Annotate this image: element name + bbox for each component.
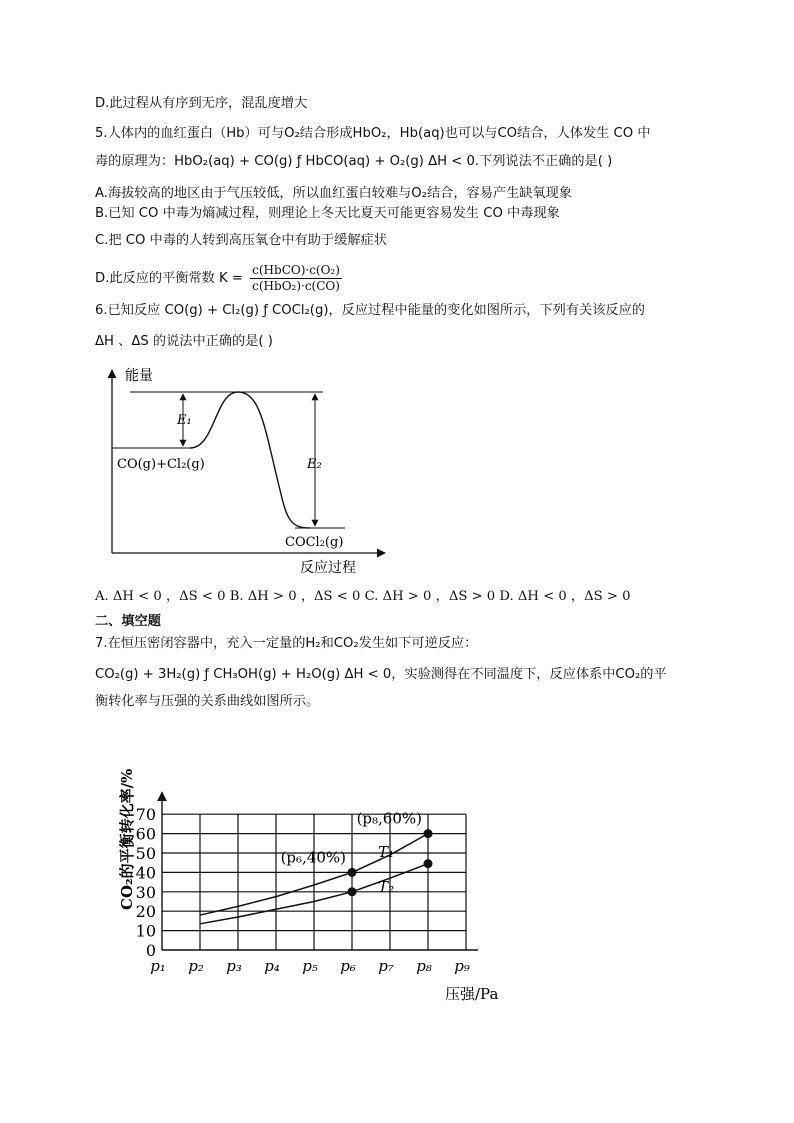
x-axis-title: 压强/Pa: [445, 985, 499, 1003]
y-tick-label: 50: [135, 844, 156, 863]
q4-option-d: D.此过程从有序到无序，混乱度增大: [95, 96, 308, 111]
energy-profile-diagram: [95, 360, 395, 580]
x-tick-label: p₈: [416, 957, 432, 975]
q7-stem-line1: 7.在恒压密闭容器中，充入一定量的H₂和CO₂发生如下可逆反应：: [95, 636, 478, 651]
x-tick-label: p₄: [264, 957, 280, 975]
x-tick-label: p₇: [378, 957, 394, 975]
q5-option-d-prefix: D.此反应的平衡常数 K =: [95, 271, 243, 286]
series-label: T₁: [378, 842, 395, 861]
e1-label: E₁: [177, 413, 192, 428]
e2-label: E₂: [307, 457, 322, 472]
y-tick-label: 60: [135, 824, 156, 844]
q5-option-b: B.已知 CO 中毒为熵减过程，则理论上冬天比夏天可能更容易发生 CO 中毒现象: [95, 206, 560, 221]
point-annotation: (p₆,40%): [280, 848, 346, 867]
x-tick-label: p₂: [188, 957, 204, 975]
x-tick-label: p₁: [150, 957, 166, 975]
co2-conversion-chart: [100, 720, 540, 1010]
q5-option-c: C.把 CO 中毒的人转到高压氧仓中有助于缓解症状: [95, 233, 387, 248]
energy-axis-label: 能量: [125, 368, 153, 384]
energy-curve: [190, 392, 310, 528]
reaction-progress-label: 反应过程: [300, 560, 356, 576]
q5-stem-line2: 毒的原理为：HbO₂(aq) + CO(g) ƒ HbCO(aq) + O₂(g) ΔH < 0.下列说法不正确的是( ): [95, 154, 613, 169]
q6-stem-line1: 6.已知反应 CO(g) + Cl₂(g) ƒ COCl₂(g)，反应过程中能量的变化如图所示，下列有关该反应的: [95, 303, 645, 318]
q5-option-a: A.海拔较高的地区由于气压较低，所以血红蛋白较难与O₂结合，容易产生缺氧现象: [95, 186, 573, 201]
y-tick-label: 40: [135, 863, 156, 883]
y-tick-label: 10: [135, 921, 156, 941]
x-tick-label: p₅: [302, 957, 318, 975]
fraction-denominator: c(HbO₂)·c(CO): [252, 278, 340, 293]
data-point: [348, 887, 357, 896]
y-tick-label: 30: [135, 882, 156, 902]
equilibrium-constant-fraction: [250, 263, 342, 294]
q5-stem-line1: 5.人体内的血红蛋白（Hb）可与O₂结合形成HbO₂，Hb(aq)也可以与CO结合，人体发生 CO 中: [95, 126, 651, 141]
q5-option-d: [95, 262, 342, 296]
x-tick-label: p₃: [226, 957, 242, 975]
x-tick-label: p₉: [454, 957, 470, 975]
product-label: COCl₂(g): [285, 535, 344, 550]
x-tick-label: p₆: [340, 957, 356, 975]
q7-stem-line2: CO₂(g) + 3H₂(g) ƒ CH₃OH(g) + H₂O(g) ΔH < 0，实验测得在不同温度下，反应体系中CO₂的平: [95, 667, 667, 682]
data-point: [424, 829, 433, 838]
y-axis-title: CO₂的平衡转化率/%: [118, 768, 136, 910]
section-fill-in-title: 二、填空题: [95, 614, 161, 629]
point-annotation: (p₈,60%): [356, 809, 422, 828]
y-tick-label: 20: [135, 902, 156, 922]
q7-stem-line3: 衡转化率与压强的关系曲线如图所示。: [95, 694, 320, 709]
y-tick-label: 0: [145, 941, 156, 960]
y-tick-label: 70: [135, 805, 156, 825]
fraction-numerator: c(HbCO)·c(O₂): [252, 262, 340, 277]
data-point: [424, 859, 433, 868]
data-point: [348, 868, 357, 877]
q6-stem-line2: ΔH 、ΔS 的说法中正确的是( ): [95, 334, 273, 349]
reactant-label: CO(g)+Cl₂(g): [117, 457, 205, 472]
q6-options: A. ΔH < 0 ，ΔS < 0 B. ΔH > 0 ，ΔS < 0 C. ΔH > 0 ，ΔS > 0 D. ΔH < 0 ，ΔS > 0: [95, 589, 631, 604]
series-label: T₂: [378, 878, 395, 897]
